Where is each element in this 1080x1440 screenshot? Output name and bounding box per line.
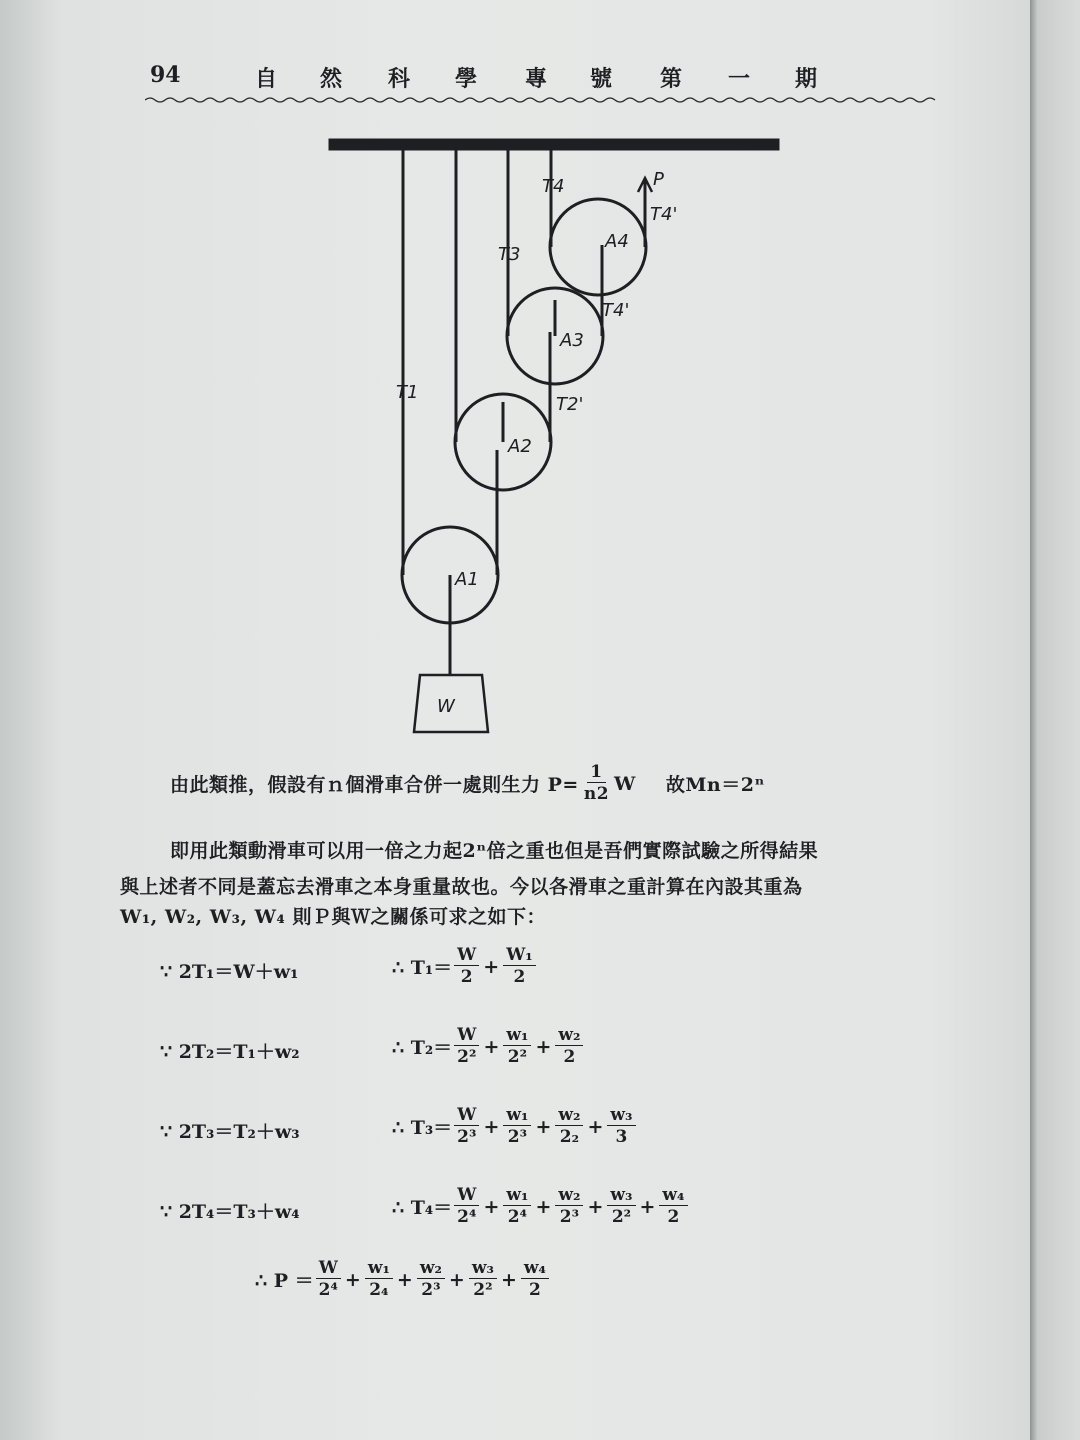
therefore-equation <box>392 1105 638 1148</box>
fraction-denominator: n2 <box>583 784 610 804</box>
plus-sign: + <box>344 1268 361 1291</box>
fraction-denominator: 2 <box>513 967 526 987</box>
fraction-numerator: w₁ <box>503 1185 531 1206</box>
fraction-numerator: w₃ <box>469 1258 497 1279</box>
fraction-term <box>555 1025 583 1068</box>
header-char: 第 <box>660 66 683 92</box>
fraction-term <box>417 1258 445 1301</box>
fraction-term <box>555 1105 583 1148</box>
header-char: 一 <box>728 66 751 92</box>
paragraph-1-after: W <box>614 772 636 795</box>
because-equation: ∵ 2T₄＝T₃＋w₄ <box>160 1201 300 1223</box>
fraction-numerator: w₃ <box>607 1185 635 1206</box>
plus-sign: + <box>639 1195 656 1218</box>
fraction-term <box>454 1025 479 1068</box>
fraction-term <box>316 1258 341 1301</box>
tension-t4-label: T4 <box>542 176 565 197</box>
final-equation <box>255 1258 551 1301</box>
therefore-equation <box>392 945 538 988</box>
therefore-equation <box>392 1025 585 1068</box>
force-label: P <box>653 169 664 190</box>
fraction-denominator: 2² <box>611 1207 632 1227</box>
plus-sign: + <box>535 1115 552 1138</box>
because-equation: ∵ 2T₁＝W＋w₁ <box>160 961 299 983</box>
fraction-denominator: 2³ <box>507 1127 528 1147</box>
fraction-term <box>454 945 479 988</box>
plus-sign: + <box>483 1195 500 1218</box>
tension-t3-label: T3 <box>498 244 521 265</box>
fraction-numerator: w₂ <box>555 1025 583 1046</box>
fraction-numerator: W <box>454 1105 479 1126</box>
fraction-numerator: W <box>454 1185 479 1206</box>
equation-lhs: ∴ P ＝ <box>255 1270 314 1292</box>
fraction-term <box>365 1258 393 1301</box>
fraction-numerator: w₄ <box>659 1185 687 1206</box>
header-char: 自 <box>255 66 278 92</box>
equation-lhs: ∴ T₁＝ <box>392 957 453 979</box>
pulley-a2-label: A2 <box>508 436 532 457</box>
fraction-numerator: 1 <box>587 762 605 783</box>
because-equation: ∵ 2T₂＝T₁＋w₂ <box>160 1041 300 1063</box>
header-char: 專 <box>525 66 548 92</box>
tension-t4p-label: T4' <box>650 204 678 225</box>
fraction-term <box>503 1025 531 1068</box>
equation-lhs: ∴ T₃＝ <box>392 1117 453 1139</box>
plus-sign: + <box>396 1268 413 1291</box>
header-char: 期 <box>795 66 818 92</box>
tension-t2p-label: T2' <box>556 394 584 415</box>
paragraph-1-text: 由此類推，假設有ｎ個滑車合併一處則生力 P= <box>170 774 579 796</box>
fraction-denominator: 2⁴ <box>507 1207 528 1227</box>
plus-sign: + <box>448 1268 465 1291</box>
tension-t1-label: T1 <box>396 382 419 403</box>
fraction-numerator: W₁ <box>503 945 536 966</box>
fraction-numerator: w₂ <box>417 1258 445 1279</box>
because-equation: ∵ 2T₃＝T₂＋w₃ <box>160 1121 300 1143</box>
fraction-denominator: 2₄ <box>369 1280 389 1300</box>
plus-sign: + <box>587 1115 604 1138</box>
fraction-numerator: w₃ <box>607 1105 635 1126</box>
fraction-denominator: 2² <box>457 1047 477 1067</box>
fraction-denominator: 2³ <box>421 1280 441 1300</box>
fraction-denominator: 2 <box>528 1280 541 1300</box>
fraction-numerator: w₄ <box>521 1258 549 1279</box>
paragraph-1 <box>170 762 765 805</box>
fraction-denominator: 2³ <box>457 1127 477 1147</box>
equation-lhs: ∴ T₄＝ <box>392 1197 453 1219</box>
fraction-denominator: 2² <box>507 1047 528 1067</box>
fraction-numerator: W <box>316 1258 341 1279</box>
plus-sign: + <box>483 955 500 978</box>
fraction-numerator: w₁ <box>503 1025 531 1046</box>
weight-label: W <box>437 696 455 717</box>
pulley-a3-label: A3 <box>560 330 584 351</box>
fraction-denominator: 2₂ <box>559 1127 580 1147</box>
fraction-term <box>469 1258 497 1301</box>
fraction-denominator: 2² <box>473 1280 493 1300</box>
fraction-denominator: 2 <box>563 1047 576 1067</box>
fraction-term <box>454 1105 479 1148</box>
fraction-denominator: 2³ <box>559 1207 580 1227</box>
fraction-numerator: w₁ <box>365 1258 393 1279</box>
plus-sign: + <box>483 1035 500 1058</box>
paragraph-1-fraction <box>581 762 612 805</box>
plus-sign: + <box>587 1195 604 1218</box>
pulley-a4 <box>550 199 646 295</box>
ceiling-beam <box>330 140 778 149</box>
fraction-numerator: w₂ <box>555 1185 583 1206</box>
fraction-denominator: 2 <box>460 967 473 987</box>
page-header <box>150 58 850 98</box>
fraction-term <box>521 1258 549 1301</box>
fraction-denominator: 2⁴ <box>457 1207 477 1227</box>
header-char: 號 <box>590 66 613 92</box>
book-spine <box>1030 0 1080 1440</box>
fraction-term <box>503 1105 531 1148</box>
plus-sign: + <box>483 1115 500 1138</box>
fraction-term <box>659 1185 687 1228</box>
paragraph-2-line-2: 與上述者不同是蓋忘去滑車之本身重量故也。今以各滑車之重計算在內設其重為 <box>120 876 803 898</box>
header-char: 科 <box>388 66 411 92</box>
pulley-diagram <box>300 120 820 750</box>
pulley-a1-label: A1 <box>455 569 479 590</box>
fraction-numerator: W <box>454 945 479 966</box>
tension-t4p-lower-label: T4' <box>602 300 630 321</box>
paragraph-2-line-1: 即用此類動滑車可以用一倍之力起2ⁿ倍之重也但是吾們實際試驗之所得結果 <box>170 840 819 862</box>
fraction-numerator: w₂ <box>555 1105 583 1126</box>
pulley-a4-label: A4 <box>605 231 629 252</box>
equation-lhs: ∴ T₂＝ <box>392 1037 453 1059</box>
fraction-denominator: 2 <box>667 1207 680 1227</box>
fraction-numerator: w₁ <box>503 1105 531 1126</box>
fraction-term <box>607 1105 635 1148</box>
paragraph-1-result: 故Mn＝2ⁿ <box>665 774 765 796</box>
plus-sign: + <box>535 1035 552 1058</box>
fraction-term <box>503 1185 531 1228</box>
header-rule <box>145 94 940 106</box>
fraction-denominator: 2⁴ <box>318 1280 338 1300</box>
therefore-equation <box>392 1185 690 1228</box>
fraction-term <box>555 1185 583 1228</box>
plus-sign: + <box>535 1195 552 1218</box>
fraction-numerator: W <box>454 1025 479 1046</box>
paragraph-2-line-3: W₁, W₂, W₃, W₄ 則Ｐ與Ｗ之關係可求之如下： <box>120 906 546 928</box>
fraction-term <box>454 1185 479 1228</box>
page-number: 94 <box>150 62 181 88</box>
plus-sign: + <box>500 1268 517 1291</box>
fraction-denominator: 3 <box>615 1127 628 1147</box>
header-char: 然 <box>320 66 343 92</box>
header-char: 學 <box>455 66 478 92</box>
fraction-term <box>607 1185 635 1228</box>
fraction-term <box>503 945 536 988</box>
